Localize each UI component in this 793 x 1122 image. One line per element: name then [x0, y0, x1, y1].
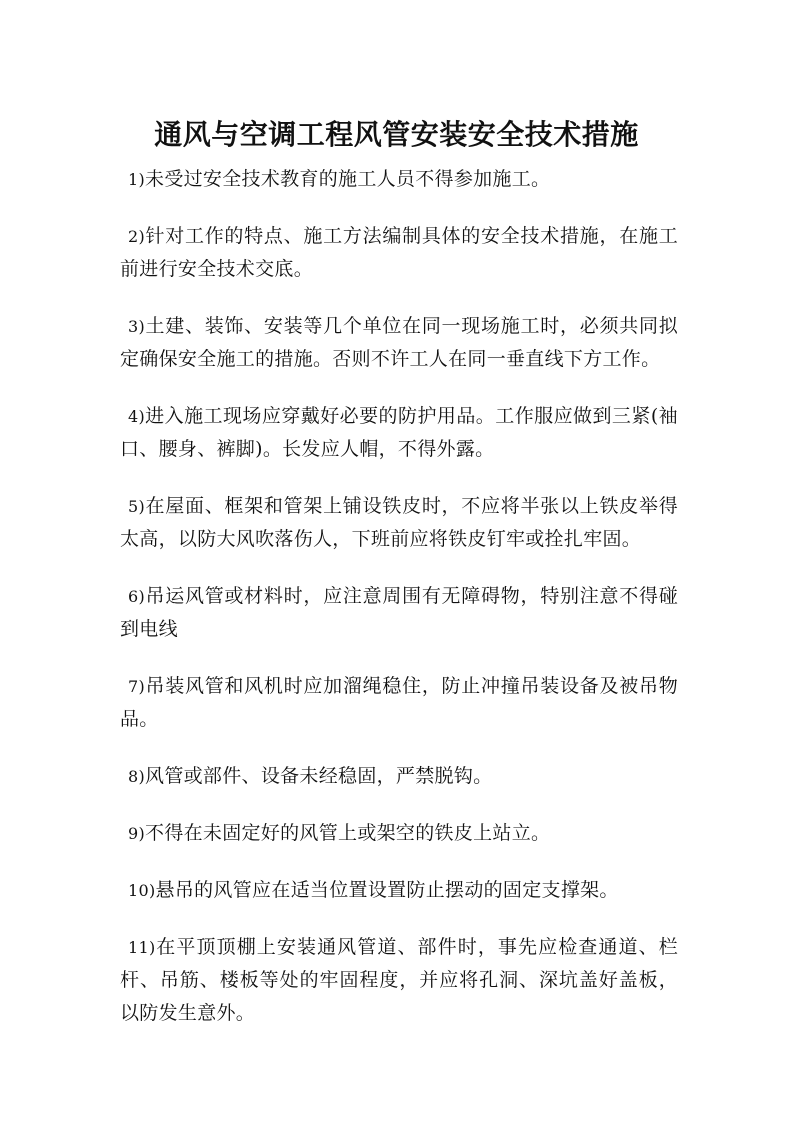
document-title: 通风与空调工程风管安装安全技术措施	[154, 117, 639, 151]
item-number: 7)	[128, 677, 146, 696]
item-text: 吊运风管或材料时，应注意周围有无障碍物，特别注意不得碰到电线	[120, 585, 678, 640]
item-text: 不得在未固定好的风管上或架空的铁皮上站立。	[145, 822, 551, 844]
list-item	[120, 163, 678, 196]
list-item	[120, 817, 678, 850]
item-number: 11)	[128, 938, 156, 957]
item-number: 8)	[128, 767, 146, 786]
item-text: 针对工作的特点、施工方法编制具体的安全技术措施，在施工前进行安全技术交底。	[120, 225, 678, 280]
list-item	[120, 670, 678, 736]
list-item	[120, 400, 678, 466]
item-number: 6)	[128, 587, 146, 606]
item-number: 10)	[128, 881, 156, 900]
item-number: 3)	[128, 317, 146, 336]
item-text: 吊装风管和风机时应加溜绳稳住，防止冲撞吊装设备及被吊物品。	[120, 675, 678, 730]
item-text: 进入施工现场应穿戴好必要的防护用品。工作服应做到三紧(袖口、腰身、裤脚)。长发应人帽，不得外露。	[120, 405, 678, 460]
list-item	[120, 874, 678, 907]
list-item	[120, 931, 678, 1030]
item-text: 未受过安全技术教育的施工人员不得参加施工。	[145, 168, 551, 190]
item-text: 风管或部件、设备未经稳固，严禁脱钩。	[145, 765, 493, 787]
item-number: 1)	[128, 170, 146, 189]
list-item	[120, 760, 678, 793]
item-number: 4)	[128, 407, 146, 426]
list-item	[120, 220, 678, 286]
list-item	[120, 580, 678, 646]
item-text: 土建、装饰、安装等几个单位在同一现场施工时，必须共同拟定确保安全施工的措施。否则不许工人在同一垂直线下方工作。	[120, 315, 678, 370]
item-text: 在屋面、框架和管架上铺设铁皮时，不应将半张以上铁皮举得太高，以防大风吹落伤人，下班前应将铁皮钉牢或拴扎牢固。	[120, 495, 678, 550]
list-item	[120, 310, 678, 376]
item-text: 悬吊的风管应在适当位置设置防止摆动的固定支撑架。	[155, 879, 619, 901]
measure-list	[120, 163, 678, 1054]
item-number: 9)	[128, 824, 146, 843]
item-number: 5)	[128, 497, 146, 516]
item-number: 2)	[128, 227, 146, 246]
list-item	[120, 490, 678, 556]
item-text: 在平顶顶棚上安装通风管道、部件时，事先应检查通道、栏杆、吊筋、楼板等处的牢固程度，并应将孔洞、深坑盖好盖板，以防发生意外。	[120, 936, 678, 1024]
